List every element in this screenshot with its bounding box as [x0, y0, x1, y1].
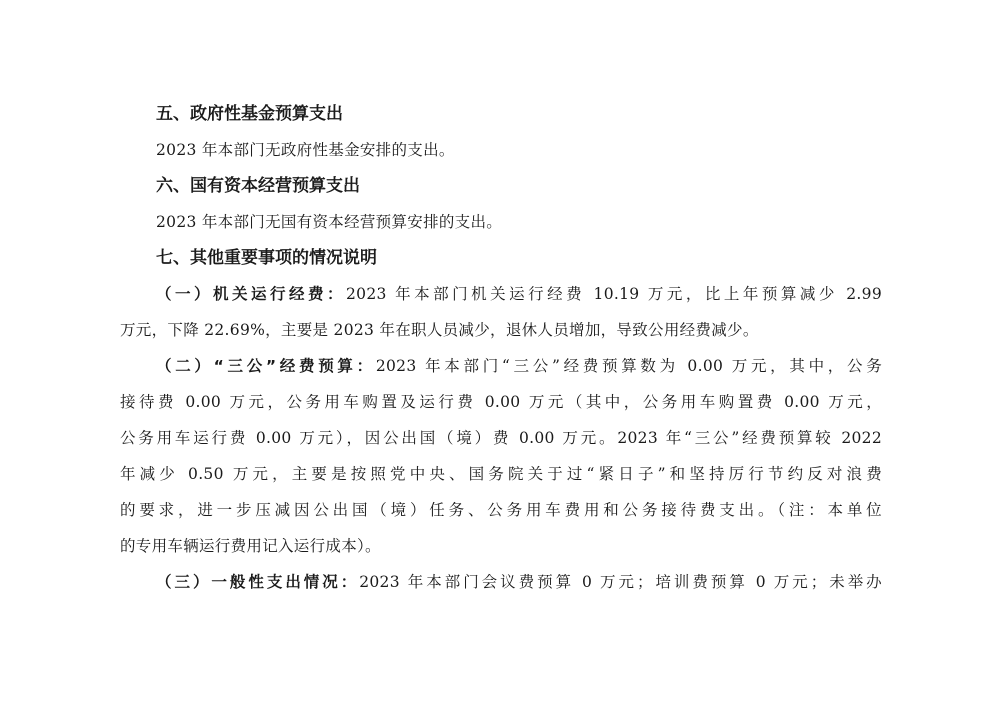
- section-5-heading: 五、政府性基金预算支出: [156, 104, 343, 124]
- item-1-line-1: 2023 年本部门机关运行经费 10.19 万元，比上年预算减少 2.99: [346, 285, 882, 303]
- section-7-heading: 七、其他重要事项的情况说明: [156, 248, 377, 268]
- item-2-lead: （二）“三公”经费预算：: [156, 357, 376, 375]
- section-5-text: 2023 年本部门无政府性基金安排的支出。: [156, 141, 455, 159]
- section-6-text: 2023 年本部门无国有资本经营预算安排的支出。: [156, 213, 503, 231]
- item-2-first-line: [120, 348, 882, 384]
- document-page: [120, 96, 882, 600]
- item-2-line-4: 年减少 0.50 万元，主要是按照党中央、国务院关于过“紧日子”和坚持厉行节约反对浪费: [120, 465, 882, 483]
- item-2-paragraph: [120, 348, 882, 564]
- item-3-line-1: 2023 年本部门会议费预算 0 万元；培训费预算 0 万元；未举办: [359, 573, 882, 591]
- item-2-line-3: 公务用车运行费 0.00 万元），因公出国（境）费 0.00 万元。2023 年“三公”经费预算较 2022: [120, 429, 882, 447]
- item-1-first-line: [120, 276, 882, 312]
- item-2-line-6: 的专用车辆运行费用记入运行成本）。: [120, 537, 381, 555]
- item-2-line-5: 的要求，进一步压减因公出国（境）任务、公务用车费用和公务接待费支出。（注：本单位: [120, 501, 882, 519]
- item-1-lead: （一）机关运行经费：: [156, 285, 347, 303]
- item-3-lead: （三）一般性支出情况：: [156, 573, 360, 591]
- section-6-heading: 六、国有资本经营预算支出: [156, 176, 360, 196]
- item-1-paragraph: [120, 276, 882, 348]
- item-2-line-2: 接待费 0.00 万元，公务用车购置及运行费 0.00 万元（其中，公务用车购置费 0.00 万元，: [120, 393, 882, 411]
- item-3-first-line: [120, 564, 882, 600]
- item-3-paragraph: [120, 564, 882, 600]
- item-2-line-1: 2023 年本部门“三公”经费预算数为 0.00 万元，其中，公务: [375, 357, 882, 375]
- item-1-line-2: 万元，下降 22.69%，主要是 2023 年在职人员减少，退休人员增加，导致公用经费减少。: [120, 321, 759, 339]
